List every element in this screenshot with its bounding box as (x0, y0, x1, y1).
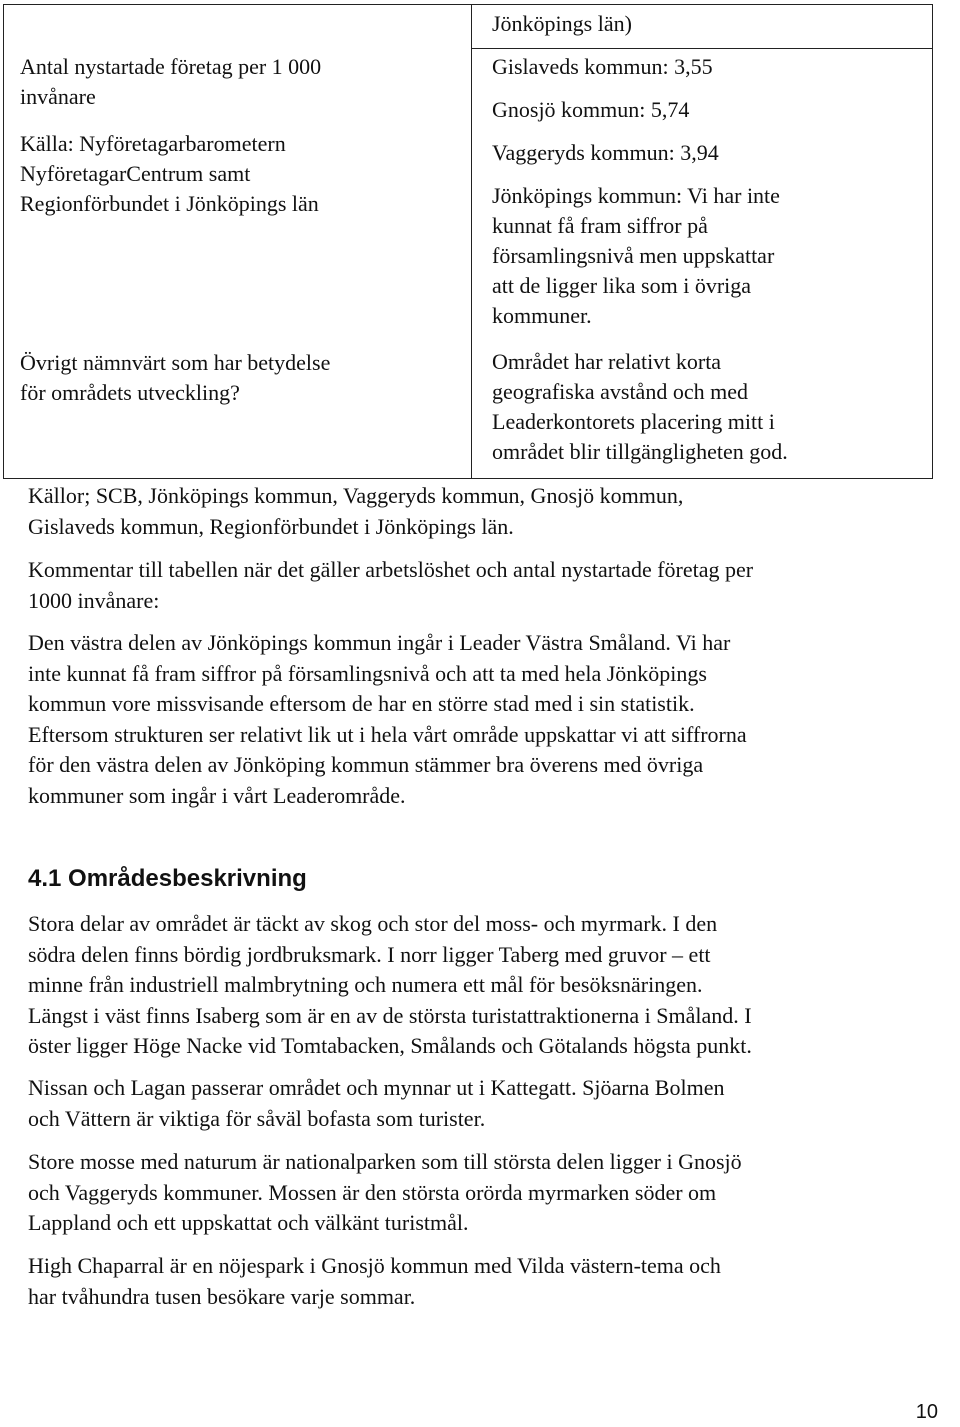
county-continuation: Jönköpings län) (492, 11, 632, 36)
paragraph-high-chaparral: High Chaparral är en nöjespark i Gnosjö kommun med Vilda västern-tema och har tvåhundra tusen besökare varje sommar. (28, 1253, 721, 1309)
source-label: Källa: Nyföretagarbarometern NyföretagarCentrum samt Regionförbundet i Jönköpings län (20, 131, 319, 216)
gnosjo-value: Gnosjö kommun: 5,74 (492, 97, 690, 122)
table-left-column (4, 5, 472, 479)
info-table (3, 4, 933, 479)
section-heading (28, 863, 307, 895)
startups-label: Antal nystartade företag per 1 000 invånare (20, 54, 322, 109)
table-right-column (472, 5, 933, 479)
section-title: Områdesbeskrivning (68, 865, 307, 892)
paragraph-rivers: Nissan och Lagan passerar området och mynnar ut i Kattegatt. Sjöarna Bolmen och Vättern är viktiga för såväl bofasta som turister. (28, 1075, 725, 1131)
comment-body: Den västra delen av Jönköpings kommun ingår i Leader Västra Småland. Vi har inte kunnat få fram siffror på församlingsnivå och att ta med hela Jönköpings kommun vore missvisande eftersom de har en större stad med i sin statistik. Eftersom strukturen ser relativt lik ut i hela vårt område uppskattar vi att siffrorna för den västra delen av Jönköping kommun stämmer bra överens med övriga kommuner som ingår i vårt Leaderområde. (28, 630, 747, 808)
paragraph-nature: Stora delar av området är täckt av skog och stor del moss- och myrmark. I den södra delen finns bördig jordbruksmark. I norr ligger Taberg med gruvor – ett minne från industriell malmbrytning och numera ett mål för besöksnäringen. Längst i väst finns Isaberg som är en av de största turistattraktionerna i Småland. I öster ligger Höge Nacke vid Tomtabacken, Smålands och Götalands högsta punkt. (28, 911, 752, 1058)
table-top-cell (472, 5, 932, 49)
comment-heading: Kommentar till tabellen när det gäller arbetslöshet och antal nystartade företag per 1000 invånare: (28, 557, 754, 613)
page-number: 10 (915, 1401, 938, 1423)
section-number: 4.1 (28, 865, 62, 892)
jonkoping-value: Jönköpings kommun: Vi har inte kunnat få fram siffror på församlingsnivå men uppskattar att de ligger lika som i övriga kommuner. (492, 183, 780, 328)
vaggeryd-value: Vaggeryds kommun: 3,94 (492, 140, 719, 165)
sources-note: Källor; SCB, Jönköpings kommun, Vaggeryds kommun, Gnosjö kommun, Gislaveds kommun, Regionförbundet i Jönköpings län. (28, 483, 684, 539)
paragraph-store-mosse: Store mosse med naturum är nationalparken som till största delen ligger i Gnosjö och Vaggeryds kommuner. Mossen är den största orörda myrmarken söder om Lappland och ett uppskattat och välkänt turistmål. (28, 1149, 742, 1235)
gislaved-value: Gislaveds kommun: 3,55 (492, 54, 713, 79)
other-value: Området har relativt korta geografiska avstånd och med Leaderkontorets placering mitt i området blir tillgängligheten god. (492, 349, 788, 464)
other-label: Övrigt nämnvärt som har betydelse för områdets utveckling? (20, 350, 331, 405)
